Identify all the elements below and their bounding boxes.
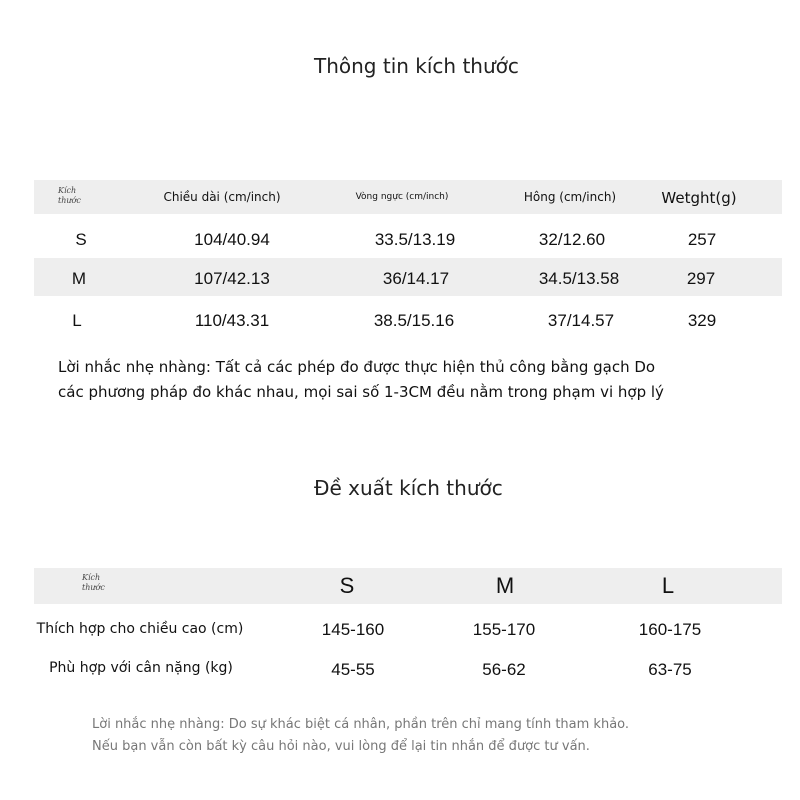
row-m-hip: 34.5/13.58 [538,269,620,288]
corner-label-line-1: Kích [82,573,101,582]
corner-label-line-1: Kích [58,186,77,195]
row-l-hip: 37/14.57 [547,311,615,330]
row-m-weight: 297 [686,269,716,288]
size-info-note-line-2: các phương pháp đo khác nhau, mọi sai số 1-3CM đều nằm trong phạm vi hợp lý [58,383,664,401]
row-s-weight: 257 [687,230,717,249]
size-info-note [58,355,664,405]
header-weight: Wetght(g) [661,189,737,207]
rec-height-label: Thích hợp cho chiều cao (cm) [36,621,244,637]
size-recommend-note-line-2: Nếu bạn vẫn còn bất kỳ câu hỏi nào, vui lòng để lại tin nhắn để được tư vấn. [92,739,590,754]
rec-size-m: M [495,573,515,598]
size-recommend-note [92,714,629,758]
corner-label-line-2: thước [58,196,81,205]
rec-weight-s: 45-55 [331,660,375,679]
row-m-chest: 36/14.17 [382,269,450,288]
rec-size-s: S [339,573,355,598]
row-l-weight: 329 [687,311,717,330]
rec-height-l: 160-175 [638,620,702,639]
rec-weight-l: 63-75 [648,660,692,679]
header-length: Chiều dài (cm/inch) [163,190,281,204]
row-l-size: L [72,311,82,330]
rec-height-m: 155-170 [472,620,536,639]
header-chest: Vòng ngực (cm/inch) [355,192,449,202]
corner-label-line-2: thước [82,583,105,592]
row-s-size: S [75,230,87,249]
size-recommend-title: Đề xuất kích thước [314,476,503,500]
row-s-length: 104/40.94 [194,230,270,249]
row-l-chest: 38.5/15.16 [373,311,455,330]
header-hip: Hông (cm/inch) [523,190,617,204]
rec-size-l: L [661,573,675,598]
row-s-chest: 33.5/13.19 [374,230,456,249]
rec-weight-m: 56-62 [482,660,526,679]
size-info-corner-label [58,186,81,206]
row-m-size: M [71,269,87,288]
size-info-title: Thông tin kích thước [314,54,519,78]
row-s-hip: 32/12.60 [538,230,606,249]
rec-weight-label: Phù hợp với cân nặng (kg) [49,660,233,676]
size-recommend-note-line-1: Lời nhắc nhẹ nhàng: Do sự khác biệt cá nhân, phần trên chỉ mang tính tham khảo. [92,717,630,732]
size-info-note-line-1: Lời nhắc nhẹ nhàng: Tất cả các phép đo được thực hiện thủ công bằng gạch Do [58,358,656,376]
size-recommend-corner-label [82,573,105,593]
rec-height-s: 145-160 [321,620,385,639]
row-l-length: 110/43.31 [194,311,270,330]
row-m-length: 107/42.13 [194,269,270,288]
